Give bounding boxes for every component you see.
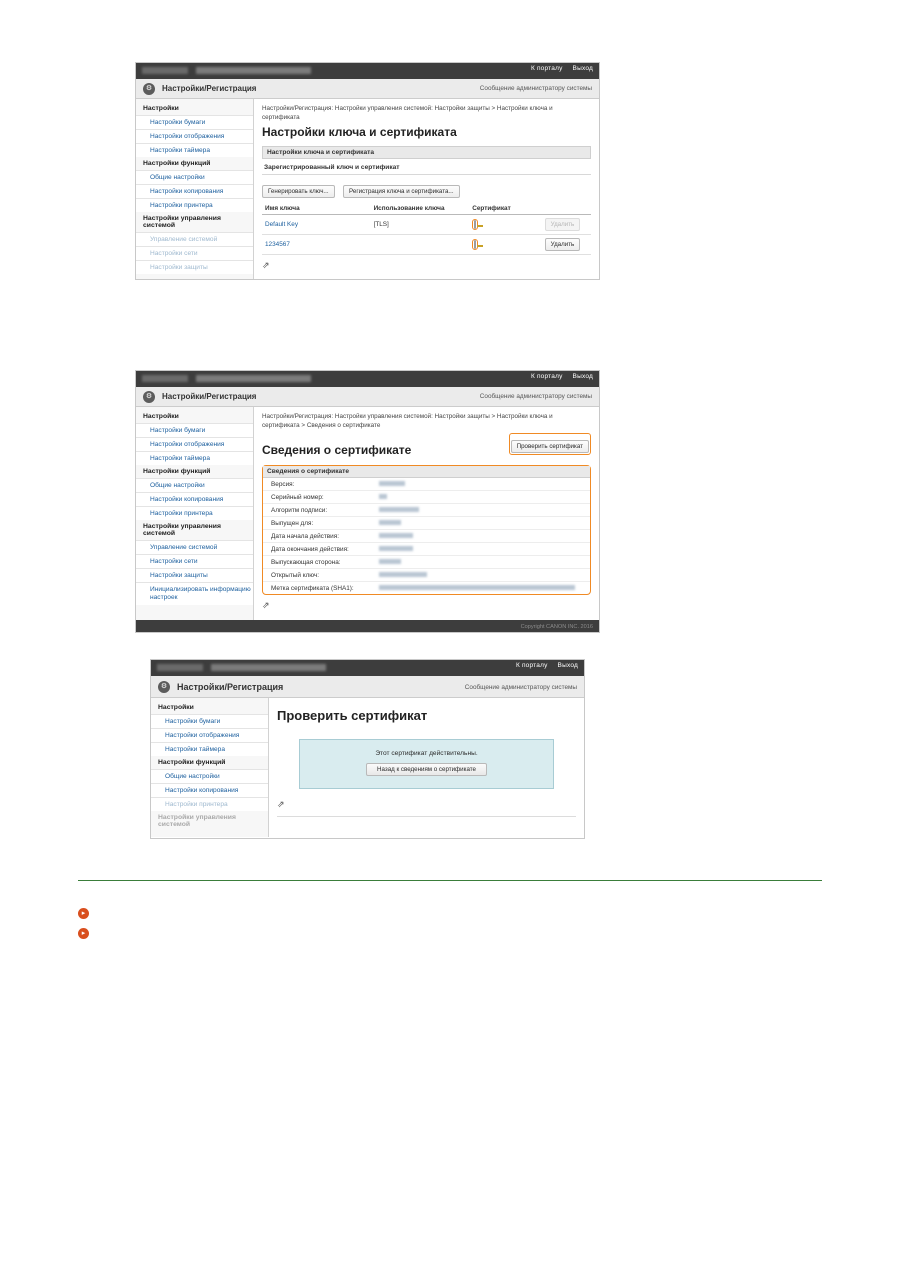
window-body xyxy=(136,407,599,629)
sidebar-item-copy-settings[interactable]: Настройки копирования xyxy=(136,184,253,198)
key-list-table xyxy=(262,203,591,255)
key-usage-cell xyxy=(371,235,470,255)
detail-row xyxy=(263,491,590,504)
top-bar xyxy=(136,63,599,79)
sidebar-item-common-settings[interactable]: Общие настройки xyxy=(136,170,253,184)
detail-row xyxy=(263,543,590,556)
page-title: Настройки ключа и сертификата xyxy=(262,125,457,139)
vendor-logo xyxy=(142,375,188,382)
certificate-icon[interactable] xyxy=(474,240,476,249)
table-header-row xyxy=(262,203,591,215)
top-bar xyxy=(136,371,599,387)
detail-value xyxy=(379,481,590,488)
sidebar-group-functions: Настройки функций xyxy=(158,759,226,766)
certificate-icon-highlight xyxy=(472,239,478,250)
sidebar-item-network-settings[interactable]: Настройки сети xyxy=(136,246,253,260)
detail-row xyxy=(263,582,590,594)
window-body xyxy=(151,698,584,837)
page-header-title: Настройки/Регистрация xyxy=(162,84,257,93)
link-bullet-icon: ▸ xyxy=(78,928,89,939)
admin-message: Сообщение администратору системы xyxy=(479,85,592,92)
sidebar-item-security-settings[interactable]: Настройки защиты xyxy=(136,260,253,274)
certificate-cell xyxy=(469,235,541,255)
content-area xyxy=(269,698,584,837)
sidebar-item-timer-settings[interactable]: Настройки таймера xyxy=(136,143,253,157)
device-info-text xyxy=(211,664,326,671)
sidebar-group-settings: Настройки xyxy=(158,704,194,711)
sidebar-group-settings: Настройки xyxy=(143,413,179,420)
page-header-title: Настройки/Регистрация xyxy=(162,392,257,401)
logout-link[interactable]: Выход xyxy=(557,662,578,669)
sidebar-item-display-settings[interactable]: Настройки отображения xyxy=(136,437,253,451)
logout-link[interactable]: Выход xyxy=(572,373,593,380)
subsection-title: Зарегистрированный ключ и сертификат xyxy=(262,159,591,175)
detail-label: Открытый ключ: xyxy=(271,571,320,579)
verify-certificate-button[interactable]: Проверить сертификат xyxy=(511,440,589,453)
portal-link[interactable]: К порталу xyxy=(515,662,548,669)
column-header-key-usage: Использование ключа xyxy=(371,203,470,215)
detail-label: Метка сертификата (SHA1): xyxy=(271,584,354,592)
sidebar-item-paper-settings[interactable]: Настройки бумаги xyxy=(151,714,268,728)
key-usage-cell: [TLS] xyxy=(371,215,470,235)
register-key-and-certificate-button[interactable]: Регистрация ключа и сертификата... xyxy=(343,185,460,198)
detail-row xyxy=(263,517,590,530)
sidebar xyxy=(136,99,254,280)
sidebar-item-copy-settings[interactable]: Настройки копирования xyxy=(151,783,268,797)
sidebar xyxy=(151,698,269,837)
sidebar-item-paper-settings[interactable]: Настройки бумаги xyxy=(136,423,253,437)
top-bar-links xyxy=(523,65,593,72)
verification-result-panel xyxy=(299,739,554,789)
sidebar-item-display-settings[interactable]: Настройки отображения xyxy=(136,129,253,143)
column-header-key-name: Имя ключа xyxy=(262,203,371,215)
page-title: Сведения о сертификате xyxy=(262,443,412,457)
sidebar-item-initialize-settings[interactable]: Инициализировать информацию настроек xyxy=(136,582,253,605)
device-info-text xyxy=(196,375,311,382)
scroll-to-top-icon[interactable]: ⇗ xyxy=(262,600,270,610)
scroll-to-top-icon[interactable]: ⇗ xyxy=(277,799,285,809)
horizontal-divider xyxy=(78,880,822,881)
header-bar xyxy=(151,676,584,698)
sidebar-group-system: Настройки управления системой xyxy=(143,523,221,537)
scroll-to-top-icon[interactable]: ⇗ xyxy=(262,260,270,270)
admin-message: Сообщение администратору системы xyxy=(464,684,577,691)
sidebar-group-settings: Настройки xyxy=(143,105,179,112)
copyright-text: Copyright CANON INC. 2016 xyxy=(520,624,593,630)
divider xyxy=(277,816,576,817)
certificate-details-panel xyxy=(262,465,591,595)
rui-window-certificate-details xyxy=(135,370,600,633)
sidebar-item-network-settings[interactable]: Настройки сети xyxy=(136,554,253,568)
detail-value xyxy=(379,546,590,553)
delete-button: Удалить xyxy=(545,218,581,231)
detail-value xyxy=(379,507,590,514)
detail-label: Выпущен для: xyxy=(271,519,314,527)
logout-link[interactable]: Выход xyxy=(572,65,593,72)
content-area xyxy=(254,407,599,629)
top-bar-links xyxy=(523,373,593,380)
settings-gear-icon: ⚙ xyxy=(143,391,155,403)
certificate-icon[interactable] xyxy=(474,220,476,229)
sidebar-group-functions: Настройки функций xyxy=(143,468,211,475)
link-bullet-icon: ▸ xyxy=(78,908,89,919)
action-cell xyxy=(542,235,591,255)
sidebar-item-display-settings[interactable]: Настройки отображения xyxy=(151,728,268,742)
certificate-icon-highlight xyxy=(472,219,478,230)
verify-certificate-button-highlight xyxy=(509,433,591,455)
table-row xyxy=(262,215,591,235)
detail-value xyxy=(379,572,590,579)
settings-gear-icon: ⚙ xyxy=(158,681,170,693)
top-bar-links xyxy=(508,662,578,669)
related-link-2[interactable] xyxy=(78,928,95,939)
sidebar-item-printer-settings[interactable]: Настройки принтера xyxy=(136,506,253,520)
settings-gear-icon: ⚙ xyxy=(143,83,155,95)
portal-link[interactable]: К порталу xyxy=(530,373,563,380)
verification-message: Этот сертификат действительны. xyxy=(375,750,478,757)
action-button-row xyxy=(262,180,591,198)
detail-label: Выпускающая сторона: xyxy=(271,558,341,566)
sidebar-item-copy-settings[interactable]: Настройки копирования xyxy=(136,492,253,506)
generate-key-button[interactable]: Генерировать ключ... xyxy=(262,185,335,198)
detail-label: Версия: xyxy=(271,480,295,488)
device-info-text xyxy=(196,67,311,74)
detail-label: Дата начала действия: xyxy=(271,532,339,540)
section-title: Настройки ключа и сертификата xyxy=(262,146,591,159)
detail-label: Серийный номер: xyxy=(271,493,324,501)
header-bar xyxy=(136,79,599,99)
key-name-cell[interactable]: 1234567 xyxy=(262,235,371,255)
sidebar-group-system: Настройки управления системой xyxy=(158,814,236,828)
title-row xyxy=(262,433,591,461)
page-header-title: Настройки/Регистрация xyxy=(177,682,284,692)
admin-message: Сообщение администратору системы xyxy=(479,393,592,400)
sidebar-group-functions: Настройки функций xyxy=(143,160,211,167)
sidebar-item-timer-settings[interactable]: Настройки таймера xyxy=(151,742,268,756)
sidebar-item-printer-settings[interactable]: Настройки принтера xyxy=(151,797,268,811)
detail-row xyxy=(263,504,590,517)
window-body xyxy=(136,99,599,280)
column-header-certificate: Сертификат xyxy=(469,203,541,215)
rui-window-verify-certificate xyxy=(150,659,585,839)
detail-value xyxy=(379,494,590,501)
section-title: Сведения о сертификате xyxy=(263,466,590,478)
table-row xyxy=(262,235,591,255)
breadcrumb: Настройки/Регистрация: Настройки управления системой: Настройки защиты > Настройки ключа и сертификата xyxy=(262,105,553,121)
detail-value xyxy=(379,559,590,566)
sidebar-item-timer-settings[interactable]: Настройки таймера xyxy=(136,451,253,465)
sidebar-item-system-management[interactable]: Управление системой xyxy=(136,540,253,554)
key-name-cell[interactable]: Default Key xyxy=(262,215,371,235)
sidebar-item-paper-settings[interactable]: Настройки бумаги xyxy=(136,115,253,129)
detail-row xyxy=(263,478,590,491)
vendor-logo xyxy=(157,664,203,671)
sidebar-group-system: Настройки управления системой xyxy=(143,215,221,229)
top-bar xyxy=(151,660,584,676)
page-title: Проверить сертификат xyxy=(277,708,428,723)
detail-label: Алгоритм подписи: xyxy=(271,506,328,514)
detail-label: Дата окончания действия: xyxy=(271,545,349,553)
sidebar-item-common-settings[interactable]: Общие настройки xyxy=(151,769,268,783)
breadcrumb: Настройки/Регистрация: Настройки управления системой: Настройки защиты > Настройки ключа и сертификата > Сведения о сертификате xyxy=(262,413,553,429)
detail-value xyxy=(379,520,590,527)
sidebar-item-system-management[interactable]: Управление системой xyxy=(136,232,253,246)
back-to-certificate-details-button[interactable]: Назад к сведениям о сертификате xyxy=(366,763,487,776)
certificate-cell xyxy=(469,215,541,235)
detail-row xyxy=(263,569,590,582)
content-area xyxy=(254,99,599,280)
sidebar-item-security-settings[interactable]: Настройки защиты xyxy=(136,568,253,582)
sidebar xyxy=(136,407,254,629)
vendor-logo xyxy=(142,67,188,74)
rui-window-key-and-certificate-settings xyxy=(135,62,600,280)
action-cell xyxy=(542,215,591,235)
detail-value xyxy=(379,533,590,540)
detail-row xyxy=(263,556,590,569)
header-bar xyxy=(136,387,599,407)
detail-row xyxy=(263,530,590,543)
related-link-1[interactable] xyxy=(78,908,95,919)
column-header-actions xyxy=(542,203,591,215)
detail-value xyxy=(379,585,590,592)
delete-button[interactable]: Удалить xyxy=(545,238,581,251)
sidebar-item-printer-settings[interactable]: Настройки принтера xyxy=(136,198,253,212)
portal-link[interactable]: К порталу xyxy=(530,65,563,72)
sidebar-item-common-settings[interactable]: Общие настройки xyxy=(136,478,253,492)
